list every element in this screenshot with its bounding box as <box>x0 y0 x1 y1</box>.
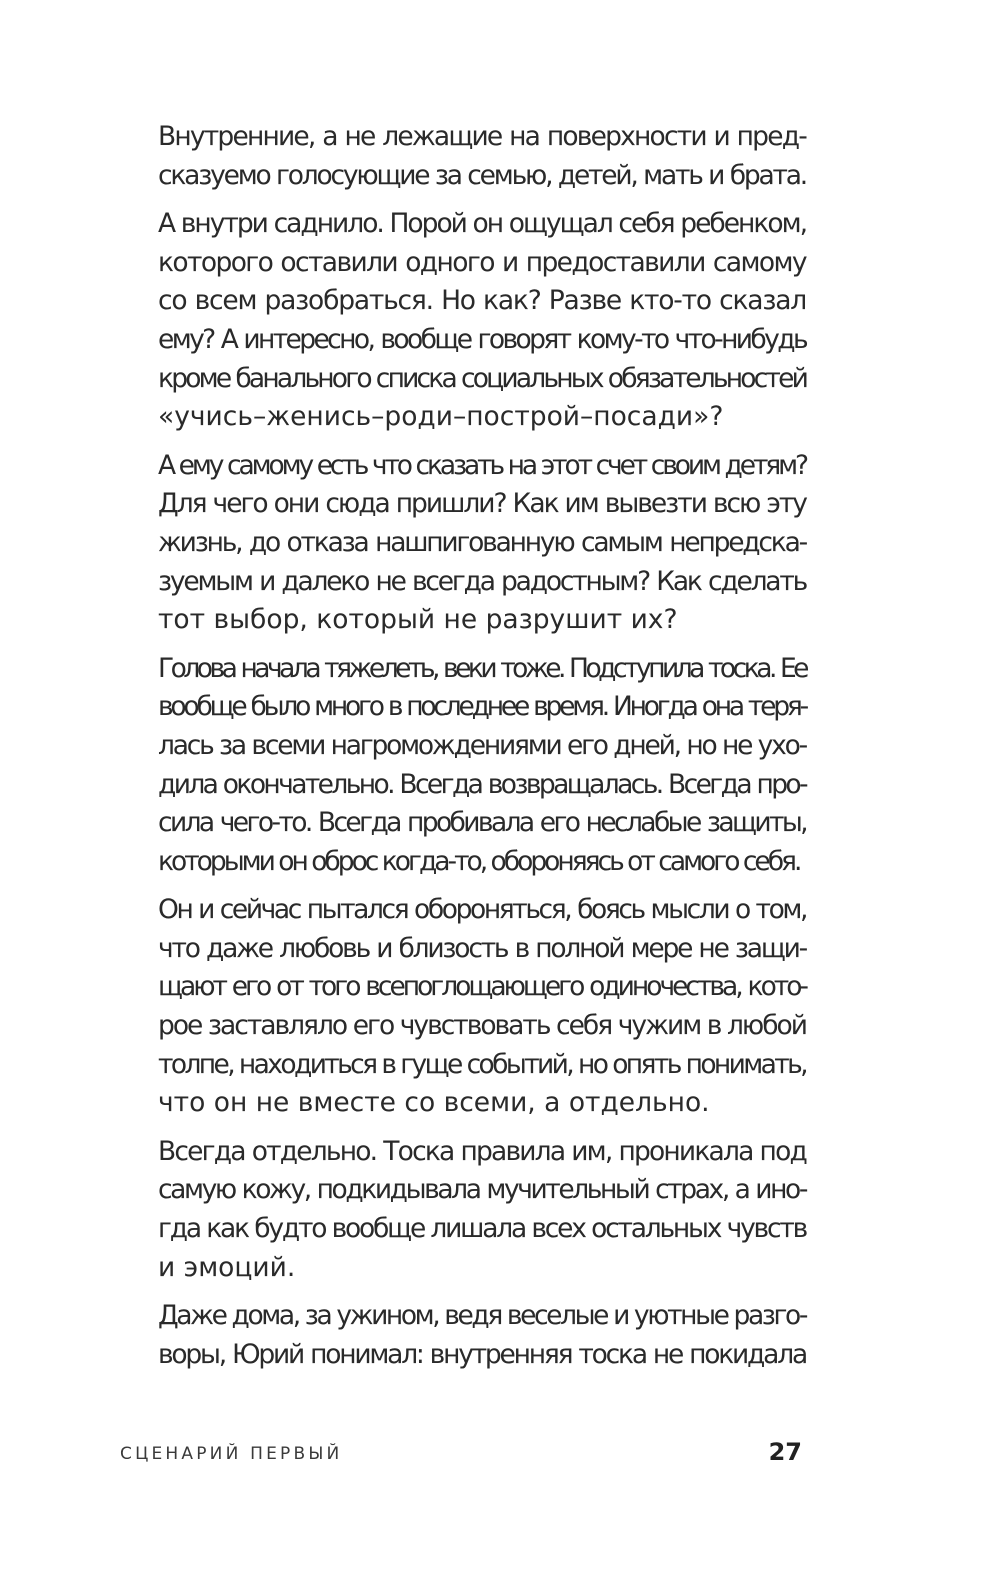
text-line: зуемым и далеко не всегда радостным? Как сделать <box>158 565 806 597</box>
text-line: что даже любовь и близость в полной мере не защи- <box>158 932 806 964</box>
text-line: Всегда отдельно. Тоска правила им, проникала под <box>158 1135 806 1167</box>
text-line: что он не вместе со всеми, а отдельно. <box>158 1087 710 1119</box>
text-line: щают его от того всепоглощающего одиночества, кото- <box>158 971 806 1003</box>
text-line: со всем разобраться. Но как? Разве кто-то сказал <box>158 285 806 317</box>
paragraph <box>158 650 806 882</box>
text-line: самую кожу, подкидывала мучительный страх, а ино- <box>158 1174 806 1206</box>
text-line: которого оставили одного и предоставили самому <box>158 246 806 278</box>
text-line: А внутри саднило. Порой он ощущал себя ребенком, <box>158 208 806 240</box>
text-line: Для чего они сюда пришли? Как им вывезти всю эту <box>158 488 806 520</box>
paragraph <box>158 205 806 437</box>
page-number: 27 <box>768 1438 802 1466</box>
text-line: воры, Юрий понимал: внутренняя тоска не покидала <box>158 1338 806 1370</box>
text-line: жизнь, до отказа нашпигованную самым непредска- <box>158 526 806 558</box>
paragraph <box>158 118 806 195</box>
paragraph <box>158 1297 806 1374</box>
text-line: Голова начала тяжелеть, веки тоже. Подступила тоска. Ее <box>158 652 806 684</box>
text-line: сила чего-то. Всегда пробивала его неслабые защиты, <box>158 807 806 839</box>
text-line: вообще было много в последнее время. Иногда она теря- <box>158 691 806 723</box>
text-line: А ему самому есть что сказать на этот счет своим детям? <box>158 449 806 481</box>
text-line: ему? А интересно, вообще говорят кому-то что-нибудь <box>158 323 806 355</box>
text-line: кроме банального списка социальных обязательностей <box>158 362 806 394</box>
text-line: Внутренние, а не лежащие на поверхности и пред- <box>158 121 806 152</box>
paragraph <box>158 891 806 1123</box>
page-footer <box>120 1438 802 1472</box>
text-line: Даже дома, за ужином, ведя веселые и уютные разго- <box>158 1300 806 1332</box>
paragraph <box>158 447 806 640</box>
text-line: гда как будто вообще лишала всех остальных чувств <box>158 1213 806 1245</box>
text-line: и эмоций. <box>158 1251 296 1283</box>
text-line: дила окончательно. Всегда возвращалась. Всегда про- <box>158 768 806 800</box>
text-line: рое заставляло его чувствовать себя чужим в любой <box>158 1010 806 1042</box>
text-line: которыми он оброс когда-то, обороняясь от самого себя. <box>158 845 800 877</box>
text-line: толпе, находиться в гуще событий, но опять понимать, <box>158 1048 806 1080</box>
paragraph <box>158 1133 806 1287</box>
text-line: тот выбор, который не разрушит их? <box>158 604 678 636</box>
text-line: лась за всеми нагромождениями его дней, но не ухо- <box>158 729 806 761</box>
text-line: сказуемо голосующие за семью, детей, мать и брата. <box>158 159 806 191</box>
text-line: Он и сейчас пытался обороняться, боясь мысли о том, <box>158 894 806 926</box>
body-text <box>158 118 806 1384</box>
text-line: «учись–женись–роди–построй–посади»? <box>158 401 724 433</box>
running-head: СЦЕНАРИЙ ПЕРВЫЙ <box>120 1444 343 1464</box>
